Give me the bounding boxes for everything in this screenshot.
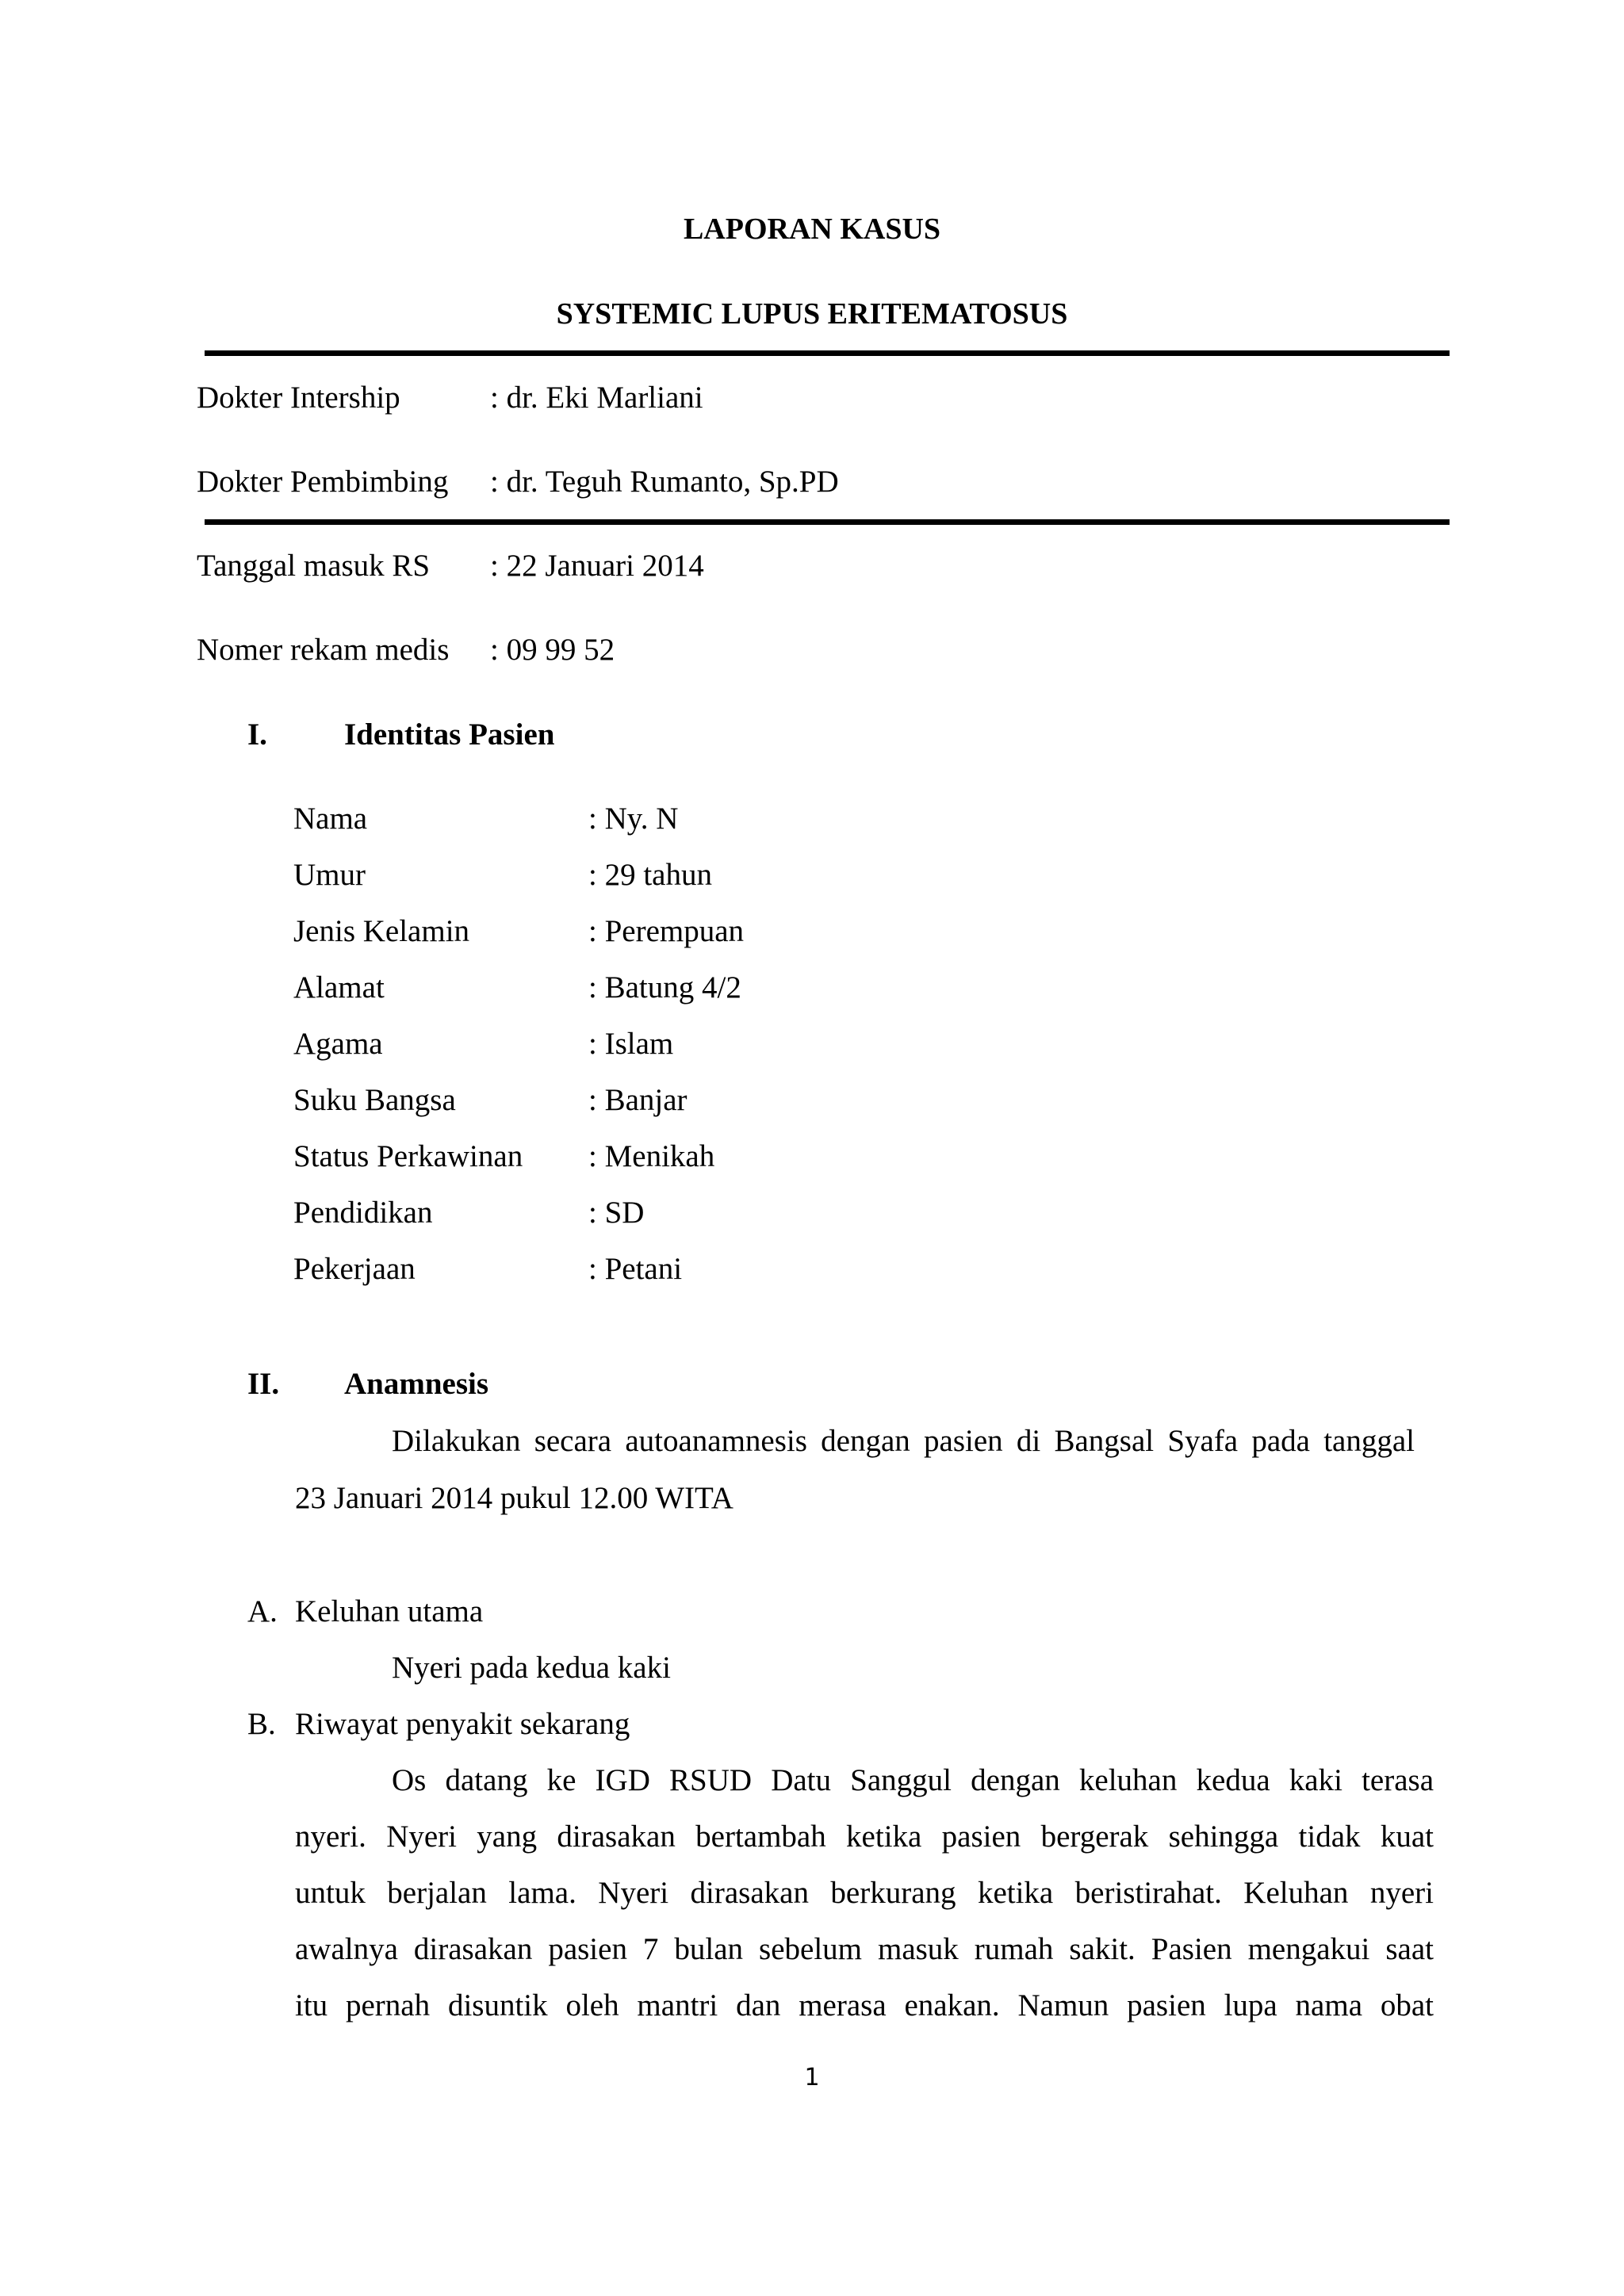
patient-label-suku-bangsa: Suku Bangsa xyxy=(293,1083,456,1117)
document-subtitle: SYSTEMIC LUPUS ERITEMATOSUS xyxy=(556,297,1068,331)
keluhan-utama-text: Nyeri pada kedua kaki xyxy=(392,1651,671,1685)
patient-label-alamat: Alamat xyxy=(293,970,385,1004)
meta-label-pembimbing: Dokter Pembimbing xyxy=(197,465,449,499)
patient-value-nama: : Ny. N xyxy=(588,802,679,836)
meta-value-intership: : dr. Eki Marliani xyxy=(490,381,703,415)
riwayat-line-4: awalnya dirasakan pasien 7 bulan sebelum masuk rumah sakit. Pasien mengakui saat xyxy=(295,1932,1434,1966)
patient-value-status-perkawinan: : Menikah xyxy=(588,1139,715,1173)
riwayat-line-3: untuk berjalan lama. Nyeri dirasakan berkurang ketika beristirahat. Keluhan nyeri xyxy=(295,1876,1434,1910)
riwayat-penyakit-heading: Riwayat penyakit sekarang xyxy=(295,1707,630,1741)
page-number: 1 xyxy=(804,2064,820,2091)
patient-label-jenis-kelamin: Jenis Kelamin xyxy=(293,914,470,948)
list-letter-b: B. xyxy=(247,1707,276,1741)
meta-value-rekam-medis: : 09 99 52 xyxy=(490,633,615,667)
section-2-title: Anamnesis xyxy=(344,1367,489,1401)
section-2-number: II. xyxy=(247,1367,280,1401)
meta-label-tanggal: Tanggal masuk RS xyxy=(197,549,431,583)
patient-value-jenis-kelamin: : Perempuan xyxy=(588,914,745,948)
patient-value-suku-bangsa: : Banjar xyxy=(588,1083,688,1117)
top-rule xyxy=(205,350,1450,356)
section-1-title: Identitas Pasien xyxy=(344,718,555,752)
patient-value-agama: : Islam xyxy=(588,1027,674,1061)
section-1-number: I. xyxy=(247,718,267,752)
anamnesis-intro-line-2: 23 Januari 2014 pukul 12.00 WITA xyxy=(295,1481,733,1515)
patient-label-pekerjaan: Pekerjaan xyxy=(293,1252,416,1286)
document-title: LAPORAN KASUS xyxy=(683,212,941,246)
patient-label-status-perkawinan: Status Perkawinan xyxy=(293,1139,523,1173)
keluhan-utama-heading: Keluhan utama xyxy=(295,1594,484,1628)
patient-label-pendidikan: Pendidikan xyxy=(293,1196,433,1230)
riwayat-line-5: itu pernah disuntik oleh mantri dan merasa enakan. Namun pasien lupa nama obat xyxy=(295,1988,1434,2022)
meta-label-rekam-medis: Nomer rekam medis xyxy=(197,633,450,667)
patient-value-umur: : 29 tahun xyxy=(588,858,712,892)
patient-value-pendidikan: : SD xyxy=(588,1196,645,1230)
patient-value-alamat: : Batung 4/2 xyxy=(588,970,741,1004)
patient-value-pekerjaan: : Petani xyxy=(588,1252,683,1286)
meta-value-pembimbing: : dr. Teguh Rumanto, Sp.PD xyxy=(490,465,839,499)
patient-label-umur: Umur xyxy=(293,858,366,892)
patient-label-nama: Nama xyxy=(293,802,368,836)
middle-rule xyxy=(205,519,1450,525)
meta-value-tanggal: : 22 Januari 2014 xyxy=(490,549,704,583)
list-letter-a: A. xyxy=(247,1594,278,1628)
anamnesis-intro-line-1: Dilakukan secara autoanamnesis dengan pasien di Bangsal Syafa pada tanggal xyxy=(392,1424,1415,1458)
riwayat-line-2: nyeri. Nyeri yang dirasakan bertambah ketika pasien bergerak sehingga tidak kuat xyxy=(295,1820,1434,1854)
riwayat-line-1: Os datang ke IGD RSUD Datu Sanggul dengan keluhan kedua kaki terasa xyxy=(392,1763,1434,1797)
patient-label-agama: Agama xyxy=(293,1027,383,1061)
meta-label-intership: Dokter Intership xyxy=(197,381,400,415)
